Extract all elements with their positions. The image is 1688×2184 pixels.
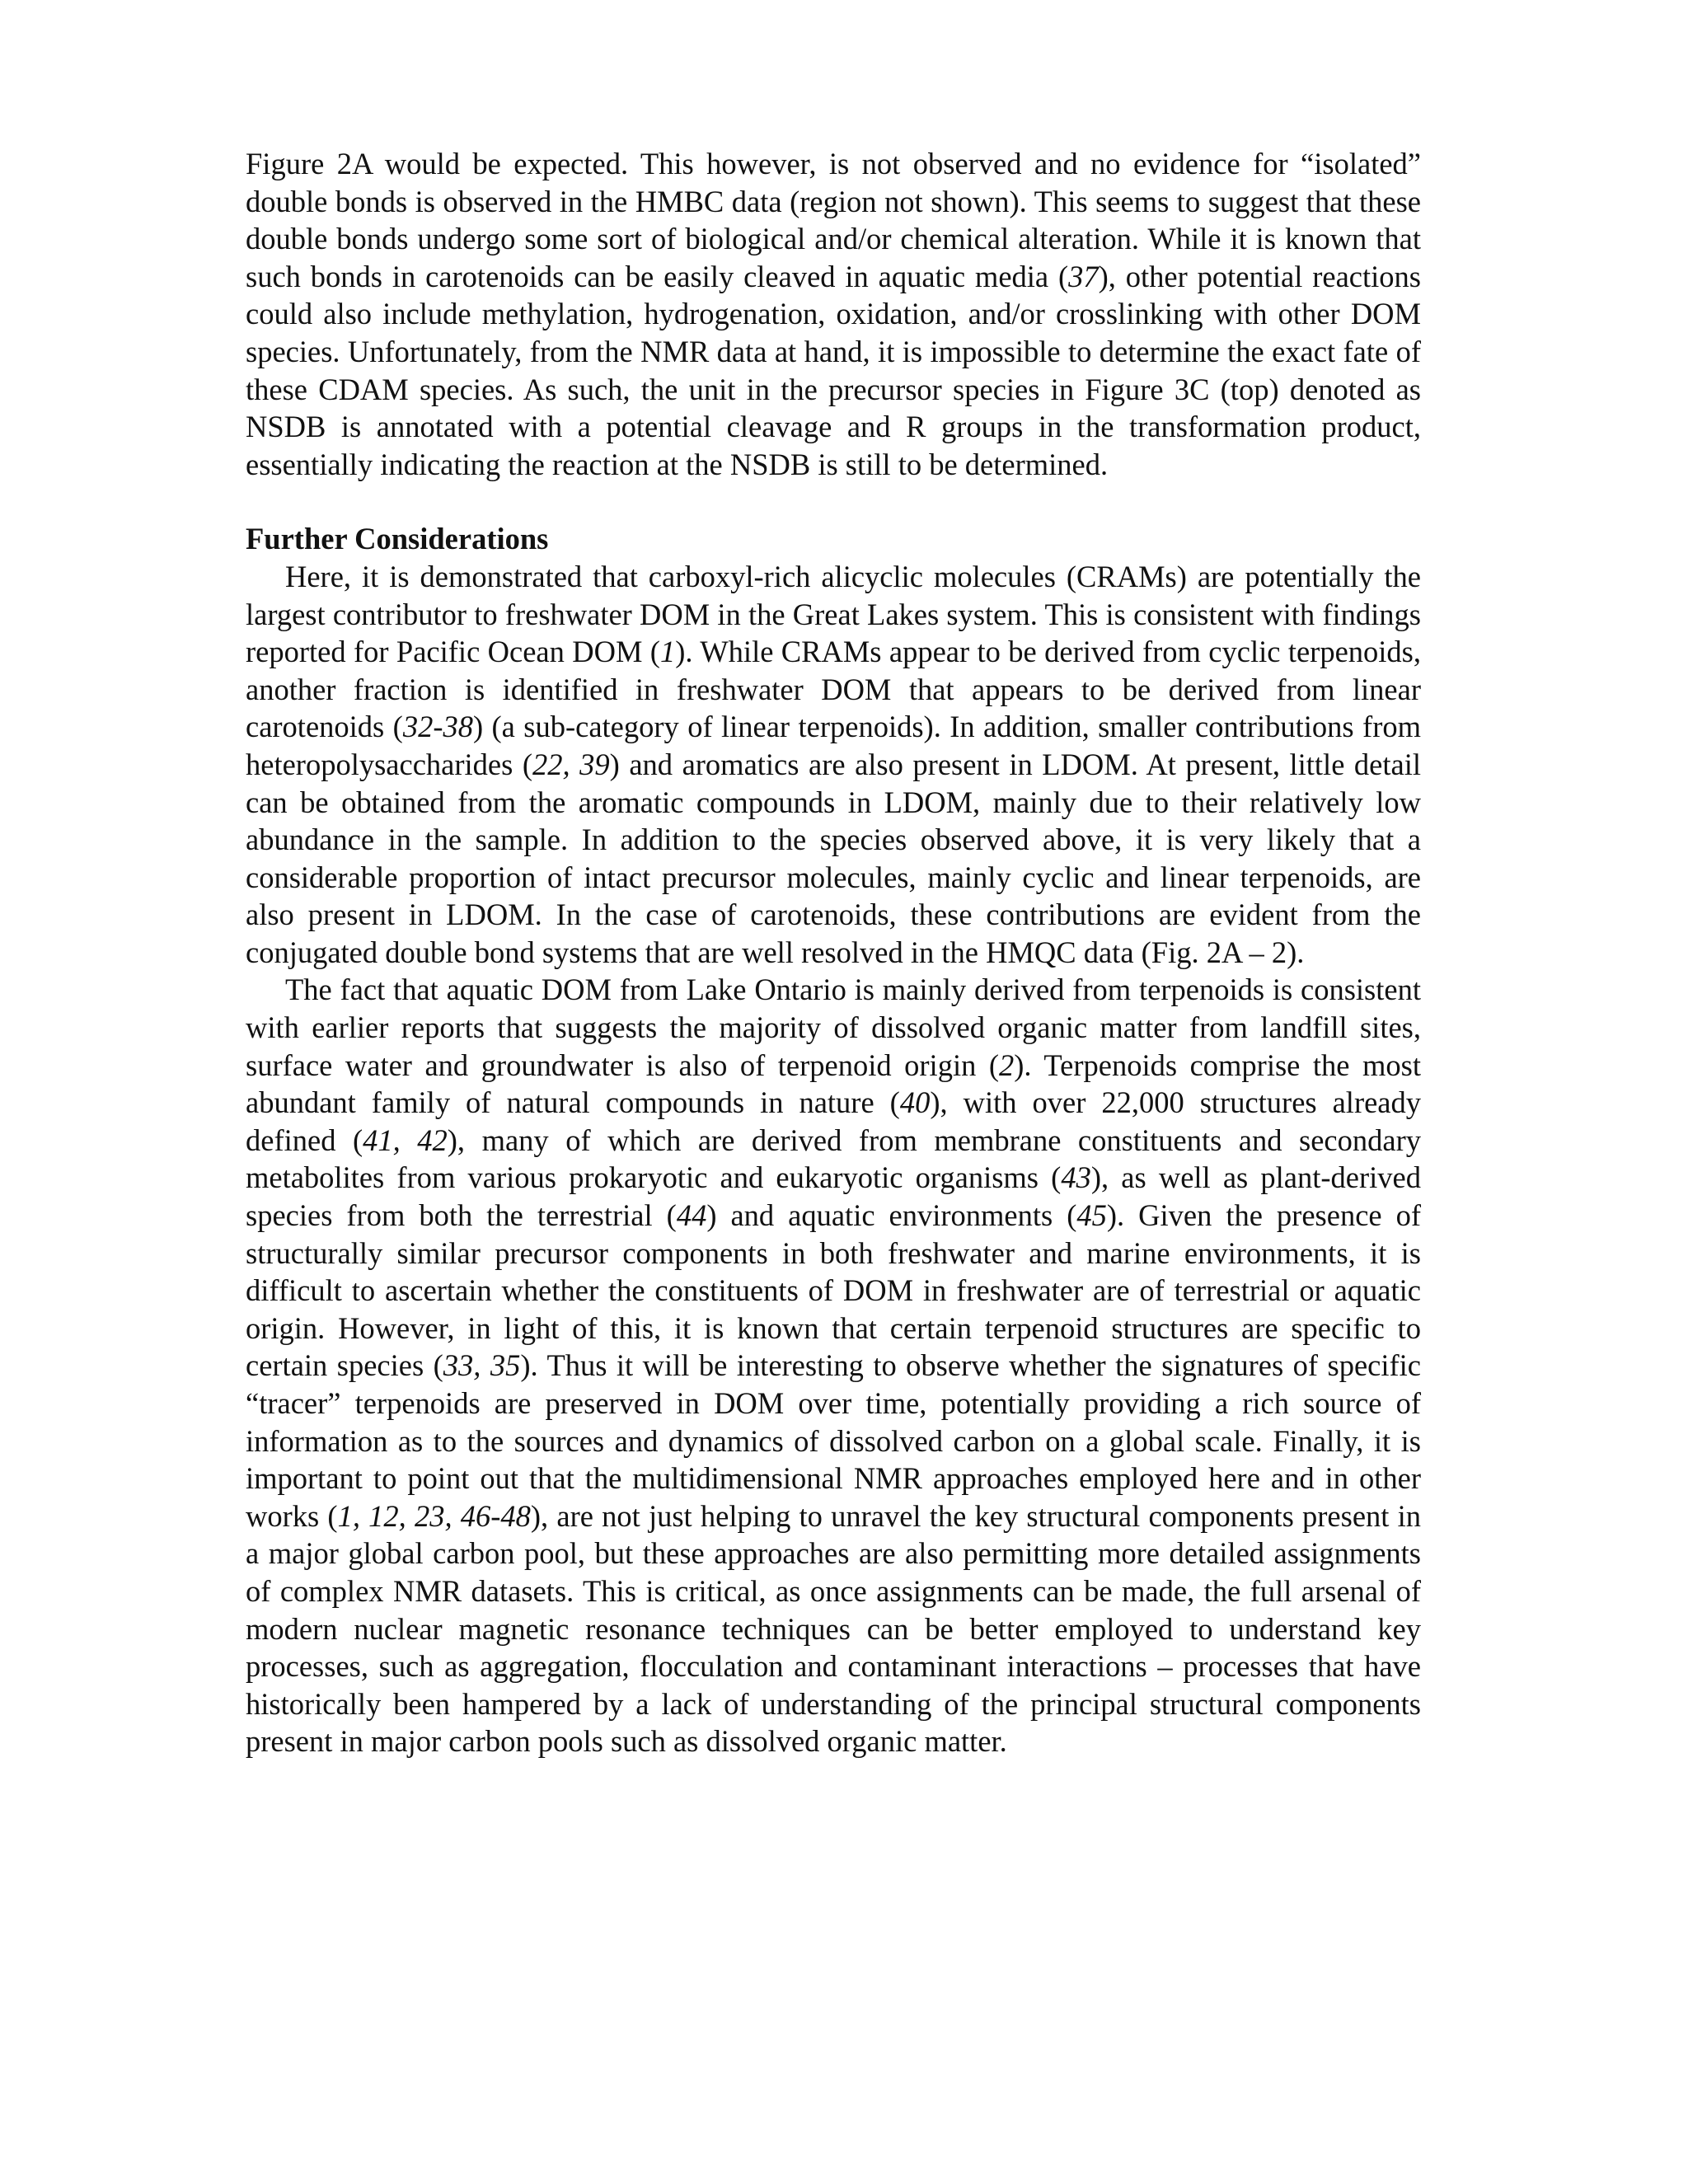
paragraph-terpenoids (246, 971, 1421, 1760)
text-run: ) and aquatic environments ( (706, 1198, 1077, 1233)
text-run: ). Thus it will be interesting to observe whether the signatures of specific “tracer” terpenoids are preserved in DOM over time, potentially providing a rich source of information as to the sources and dynamics of dissolved carbon on a global scale. Finally, it is important to point out that the multidimensional NMR approaches employed here and in other works ( (246, 1348, 1422, 1533)
text-run: Here, it is demonstrated that carboxyl-rich alicyclic molecules (CRAMs) are potentially the largest contributor to freshwater DOM in the Great Lakes system. This is consistent with findings reported for Pacific Ocean DOM ( (246, 559, 1421, 669)
text-run: ). Terpenoids comprise the most abundant family of natural compounds in nature ( (246, 1047, 1421, 1120)
text-run: ), other potential reactions could also include methylation, hydrogenation, oxidation, and/or crosslinking with other DOM species. Unfortunately, from the NMR data at hand, it is impossible to determine the exact fate of these CDAM species. As such, the unit in the precursor species in Figure 3C (top) denoted as NSDB is annotated with a potential cleavage and R groups in the transformation product, essentially indicating the reaction at the NSDB is still to be determined. (246, 259, 1421, 481)
text-run: ) and aromatics are also present in LDOM. At present, little detail can be obtained from the aromatic compounds in LDOM, mainly due to their relatively low abundance in the sample. In addition to the species observed above, it is very likely that a considerable proportion of intact precursor molecules, mainly cyclic and linear terpenoids, are also present in LDOM. In the case of carotenoids, these contributions are evident from the conjugated double bond systems that are well resolved in the HMQC data (Fig. 2A – 2). (246, 747, 1422, 969)
citation: 44 (676, 1198, 707, 1233)
text-run: ) (a sub-category of linear terpenoids). In addition, smaller contributions from heteropolysaccharides ( (246, 710, 1421, 781)
citation: 32-38 (402, 710, 473, 744)
text-run: ), with over 22,000 structures already defined ( (246, 1085, 1422, 1157)
text-run: ), are not just helping to unravel the key structural components present in a major global carbon pool, but these approaches are also permitting more detailed assignments of complex NMR datasets. This is critical, as once assignments can be made, the full arsenal of modern nuclear magnetic resonance techniques can be better employed to understand key processes, such as aggregation, flocculation and contaminant interactions – processes that have historically been hampered by a lack of understanding of the principal structural components present in major carbon pools such as dissolved organic matter. (246, 1498, 1421, 1759)
citation: 33, 35 (443, 1348, 521, 1383)
citation: 40 (899, 1085, 931, 1120)
citation: 41, 42 (363, 1122, 448, 1157)
citation: 45 (1076, 1198, 1107, 1233)
text-run: Figure 2A would be expected. This however, is not observed and no evidence for “isolated” double bonds is observed in the HMBC data (region not shown). This seems to suggest that these double bonds undergo some sort of biological and/or chemical alteration. While it is known that such bonds in carotenoids can be easily cleaved in aquatic media ( (246, 147, 1421, 293)
citation: 1 (659, 635, 676, 669)
paragraph-crams (246, 558, 1421, 972)
document-page (246, 145, 1421, 1760)
text-run: ). Given the presence of structurally similar precursor components in both freshwater and marine environments, it is difficult to ascertain whether the constituents of DOM in freshwater are of terrestrial or aquatic origin. However, in light of this, it is known that certain terpenoid structures are specific to certain species ( (246, 1198, 1421, 1383)
citation: 1, 12, 23, 46-48 (337, 1498, 531, 1533)
citation: 2 (999, 1047, 1015, 1082)
section-heading: Further Considerations (246, 522, 549, 556)
citation: 37 (1068, 259, 1099, 293)
text-run: The fact that aquatic DOM from Lake Ontario is mainly derived from terpenoids is consistent with earlier reports that suggests the majority of dissolved organic matter from landfill sites, surface water and groundwater is also of terpenoid origin ( (246, 972, 1421, 1082)
text-run: ), as well as plant-derived species from both the terrestrial ( (246, 1160, 1421, 1233)
citation: 43 (1061, 1160, 1091, 1195)
paragraph-fate-of-double-bonds (246, 145, 1421, 483)
text-run: ), many of which are derived from membrane constituents and secondary metabolites from various prokaryotic and eukaryotic organisms ( (246, 1122, 1421, 1195)
citation: 22, 39 (532, 747, 610, 781)
text-run: ). While CRAMs appear to be derived from cyclic terpenoids, another fraction is identified in freshwater DOM that appears to be derived from linear carotenoids ( (246, 635, 1421, 744)
